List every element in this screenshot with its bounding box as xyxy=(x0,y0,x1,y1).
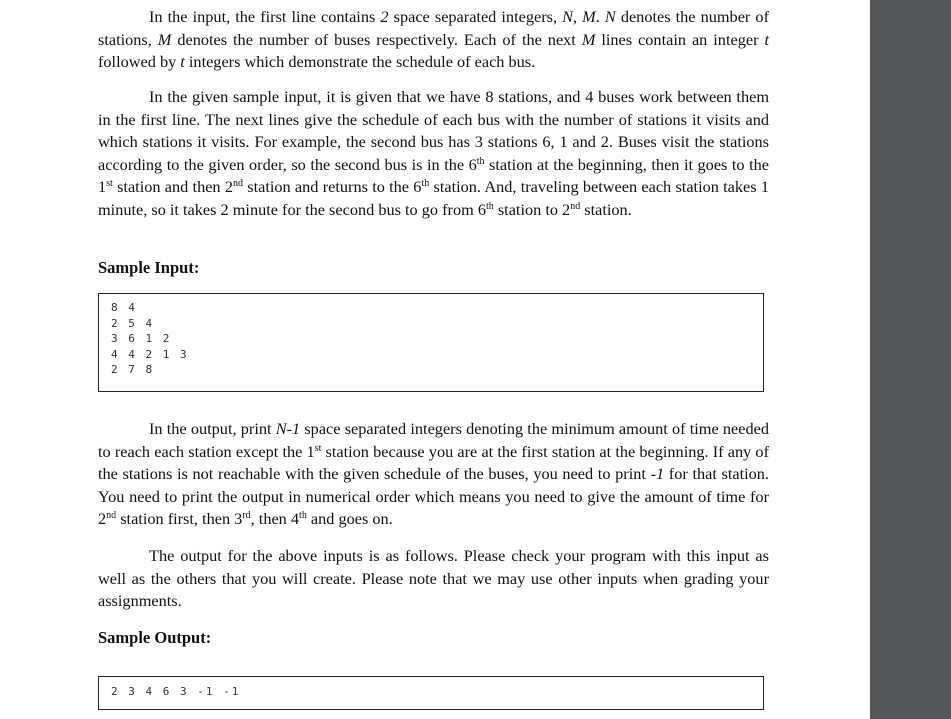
viewer-side-panel xyxy=(870,0,951,719)
paragraph-sample-explanation: In the given sample input, it is given that we have 8 stations, and 4 buses work between them in the first line. The next lines give the schedule of each bus with the number of stations it visits and which stations it visits. For example, the second bus has 3 stations 6, 1 and 2. Buses visit the stations according to the given order, so the second bus is in the 6th station at the beginning, then it goes to the 1st station and then 2nd station and returns to the 6th station. And, traveling between each station takes 1 minute, so it takes 2 minute for the second bus to go from 6th station to 2nd station. xyxy=(98,87,770,219)
code-line: 2 5 4 xyxy=(111,316,155,330)
paragraph-input-description: In the input, the first line contains 2 space separated integers, N, M. N denotes the number of stations, M denotes the number of buses respectively. Each of the next M lines contain an integer t followed by t integers which demonstrate the schedule of each bus. xyxy=(98,7,769,71)
sample-input-heading: Sample Input: xyxy=(98,258,200,277)
code-line: 3 6 1 2 xyxy=(111,332,172,345)
code-line: 2 7 8 xyxy=(111,363,155,376)
sample-output-heading: Sample Output: xyxy=(98,628,212,647)
sample-input-box xyxy=(98,293,764,392)
sample-output-box xyxy=(98,676,764,710)
paragraph-output-note: The output for the above inputs is as follows. Please check your program with this input as well as the others that you will create. Please note that we may use other inputs when grading your assignments. xyxy=(98,546,769,610)
code-line: 4 4 2 1 3 xyxy=(111,347,189,361)
sample-input-code xyxy=(111,300,189,378)
sample-output-code: 2 3 4 6 3 -1 -1 xyxy=(111,685,241,698)
code-line: 8 4 xyxy=(111,301,137,314)
paragraph-output-description: In the output, print N-1 space separated integers denoting the minimum amount of time needed to reach each station except the 1st station because you are at the first station at the beginning. If any of the stations is not reachable with the given schedule of the buses, you need to print -1 for that station. You need to print the output in numerical order which means you need to give the amount of time for 2nd station first, then 3rd, then 4th and goes on. xyxy=(98,419,770,528)
